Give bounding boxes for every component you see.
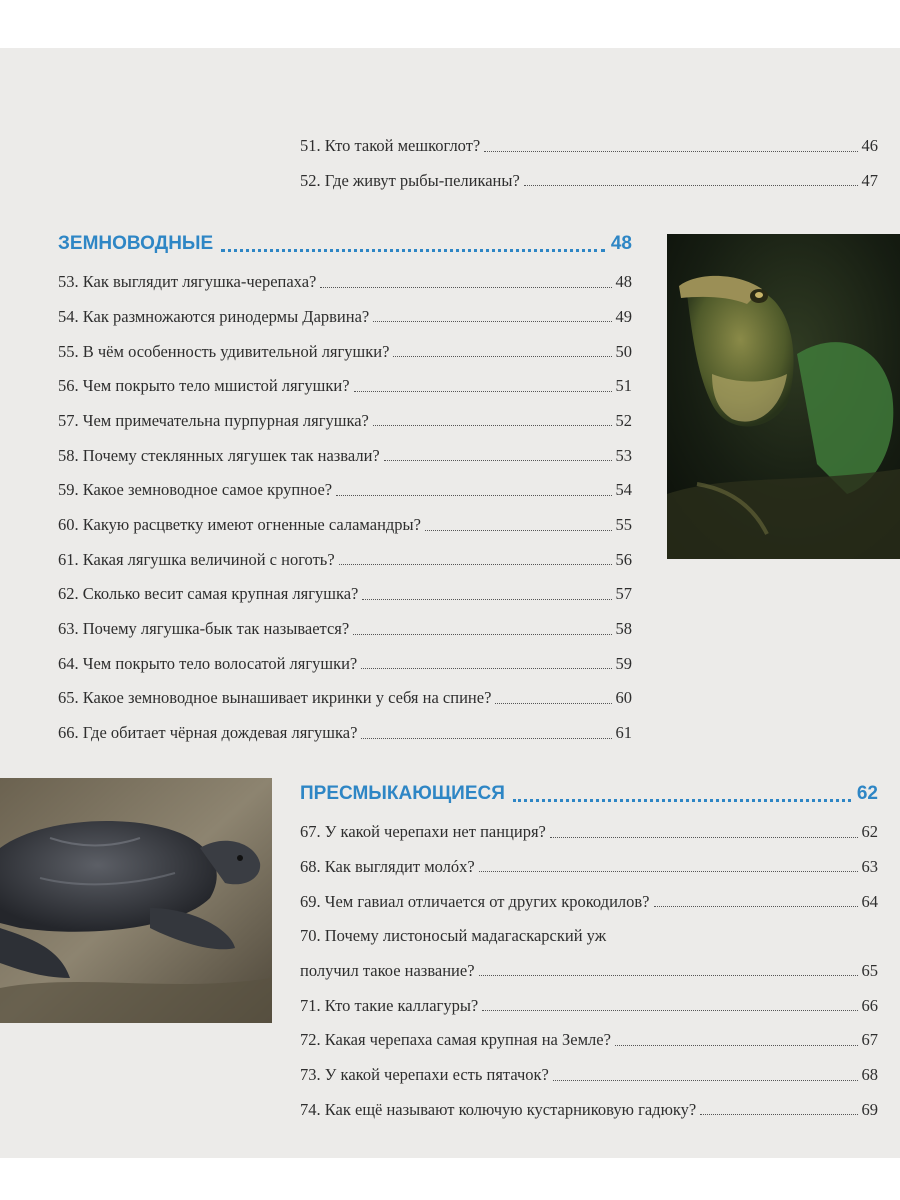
toc-entry[interactable] [300,1053,878,1088]
toc-entry-title: 51. Кто такой мешкоглот? [300,136,481,156]
toc-entry[interactable] [300,1088,878,1123]
toc-entry-title: 62. Сколько весит самая крупная лягушка? [58,584,359,604]
leader-dots [700,1114,857,1115]
toc-entry-title: 68. Как выглядит молóх? [300,856,475,876]
toc-entry-page: 51 [615,376,632,396]
leader-dots [479,871,858,872]
section-title: ЗЕМНОВОДНЫЕ [58,233,214,254]
leader-dots [384,460,612,461]
toc-entry-title: 66. Где обитает чёрная дождевая лягушка? [58,723,358,743]
leader-dots [361,668,611,669]
toc-entry-title: 56. Чем покрыто тело мшистой лягушки? [58,376,350,396]
toc-entry-title: 74. Как ещё называют колючую кустарниковую гадюку? [300,1099,697,1119]
toc-entry-page: 68 [861,1065,878,1084]
toc-entry-title: получил такое название? [300,960,475,980]
leader-dots [513,799,851,802]
toc-entry-page: 60 [615,688,632,708]
toc-entry-title: 54. Как размножаются ринодермы Дарвина? [58,306,370,326]
toc-entry[interactable] [58,538,632,573]
toc-entry-page: 64 [861,891,878,911]
toc-entry-page: 56 [615,549,632,569]
toc-entry-title: 73. У какой черепахи есть пятачок? [300,1065,549,1084]
leader-dots [425,530,612,531]
leader-dots [221,249,605,252]
toc-section-amphibians [58,226,632,746]
toc-entry[interactable] [58,503,632,538]
leader-dots [615,1045,858,1046]
leader-dots [339,564,612,565]
toc-entry-title: 55. В чём особенность удивительной лягушки? [58,341,390,361]
leader-dots [373,321,611,322]
section-title: ПРЕСМЫКАЮЩИЕСЯ [300,783,505,804]
toc-entry-page: 62 [861,822,878,842]
toc-entry[interactable] [58,642,632,677]
toc-entry-title: 64. Чем покрыто тело волосатой лягушки? [58,653,358,673]
toc-entry-page: 47 [861,170,878,190]
toc-entry-page: 54 [615,480,632,500]
toc-entry-title: 53. Как выглядит лягушка-черепаха? [58,272,317,292]
toc-entry[interactable] [300,983,878,1018]
toc-entry-title: 57. Чем примечательна пурпурная лягушка? [58,410,369,430]
leader-dots [553,1080,858,1081]
toc-entry-title: 58. Почему стеклянных лягушек так назвали? [58,445,380,465]
toc-entry-page: 53 [615,445,632,465]
section-page: 62 [856,783,878,804]
toc-section-reptiles [300,776,878,1122]
toc-entry-page: 52 [615,410,632,430]
leader-dots [361,738,611,739]
toc-entry[interactable] [300,914,878,949]
leader-dots [393,356,611,357]
leader-dots [524,185,858,186]
toc-entry-title: 71. Кто такие каллагуры? [300,995,479,1015]
toc-entry-title: 70. Почему листоносый мадагаскарский уж [300,926,607,946]
leader-dots [354,391,612,392]
section-heading[interactable] [58,226,632,260]
toc-entry[interactable] [300,1018,878,1053]
toc-entry-title: 63. Почему лягушка-бык так называется? [58,619,350,639]
leader-dots [320,287,611,288]
leader-dots [550,837,858,838]
frog-photo [667,234,900,559]
toc-entry-page: 67 [861,1030,878,1050]
turtle-photo [0,778,272,1023]
leader-dots [654,906,858,907]
toc-entry[interactable] [300,810,878,845]
toc-entry[interactable] [58,468,632,503]
toc-entry-page: 65 [861,960,878,980]
book-page [0,48,900,1158]
leader-dots [336,495,611,496]
toc-entry[interactable] [58,711,632,746]
leader-dots [479,975,858,976]
toc-entry[interactable] [58,295,632,330]
toc-entry[interactable] [300,124,878,159]
toc-entry[interactable] [300,845,878,880]
toc-entry-page: 49 [615,306,632,326]
toc-entry-title: 61. Какая лягушка величиной с ноготь? [58,549,335,569]
toc-entry[interactable] [58,260,632,295]
toc-entry[interactable] [58,676,632,711]
leader-dots [495,703,611,704]
toc-entry[interactable] [58,399,632,434]
toc-entry-title: 67. У какой черепахи нет панциря? [300,822,546,842]
toc-entry-page: 66 [861,995,878,1015]
toc-entry-title: 60. Какую расцветку имеют огненные саламандры? [58,515,421,534]
toc-entry[interactable] [58,364,632,399]
toc-entry[interactable] [58,433,632,468]
toc-entry[interactable] [300,159,878,194]
toc-entry-page: 63 [861,856,878,876]
toc-entry-page: 46 [861,136,878,156]
toc-entry-page: 58 [615,619,632,639]
toc-entry-page: 59 [615,653,632,673]
section-page: 48 [610,233,632,254]
toc-entry-page: 57 [615,584,632,604]
leader-dots [373,425,612,426]
toc-entry-page: 48 [615,272,632,292]
leader-dots [482,1010,857,1011]
leader-dots [353,634,611,635]
toc-entry-page: 50 [615,341,632,361]
toc-entry[interactable] [300,879,878,914]
toc-entry-page: 61 [615,723,632,743]
toc-entry-title: 65. Какое земноводное вынашивает икринки у себя на спине? [58,688,492,708]
toc-entry-page: 69 [861,1099,878,1119]
toc-entry-title: 72. Какая черепаха самая крупная на Земле? [300,1030,611,1050]
leader-dots [362,599,611,600]
toc-entry-title: 69. Чем гавиал отличается от других крокодилов? [300,891,650,911]
toc-entry-page: 55 [615,515,632,534]
toc-entry[interactable] [300,949,878,984]
toc-entry[interactable] [58,607,632,642]
toc-previous-section [300,124,878,193]
section-heading[interactable] [300,776,878,810]
toc-entry[interactable] [58,572,632,607]
leader-dots [484,151,857,152]
toc-entry-title: 59. Какое земноводное самое крупное? [58,480,333,500]
toc-entry-title: 52. Где живут рыбы-пеликаны? [300,170,520,190]
toc-entry[interactable] [58,329,632,364]
